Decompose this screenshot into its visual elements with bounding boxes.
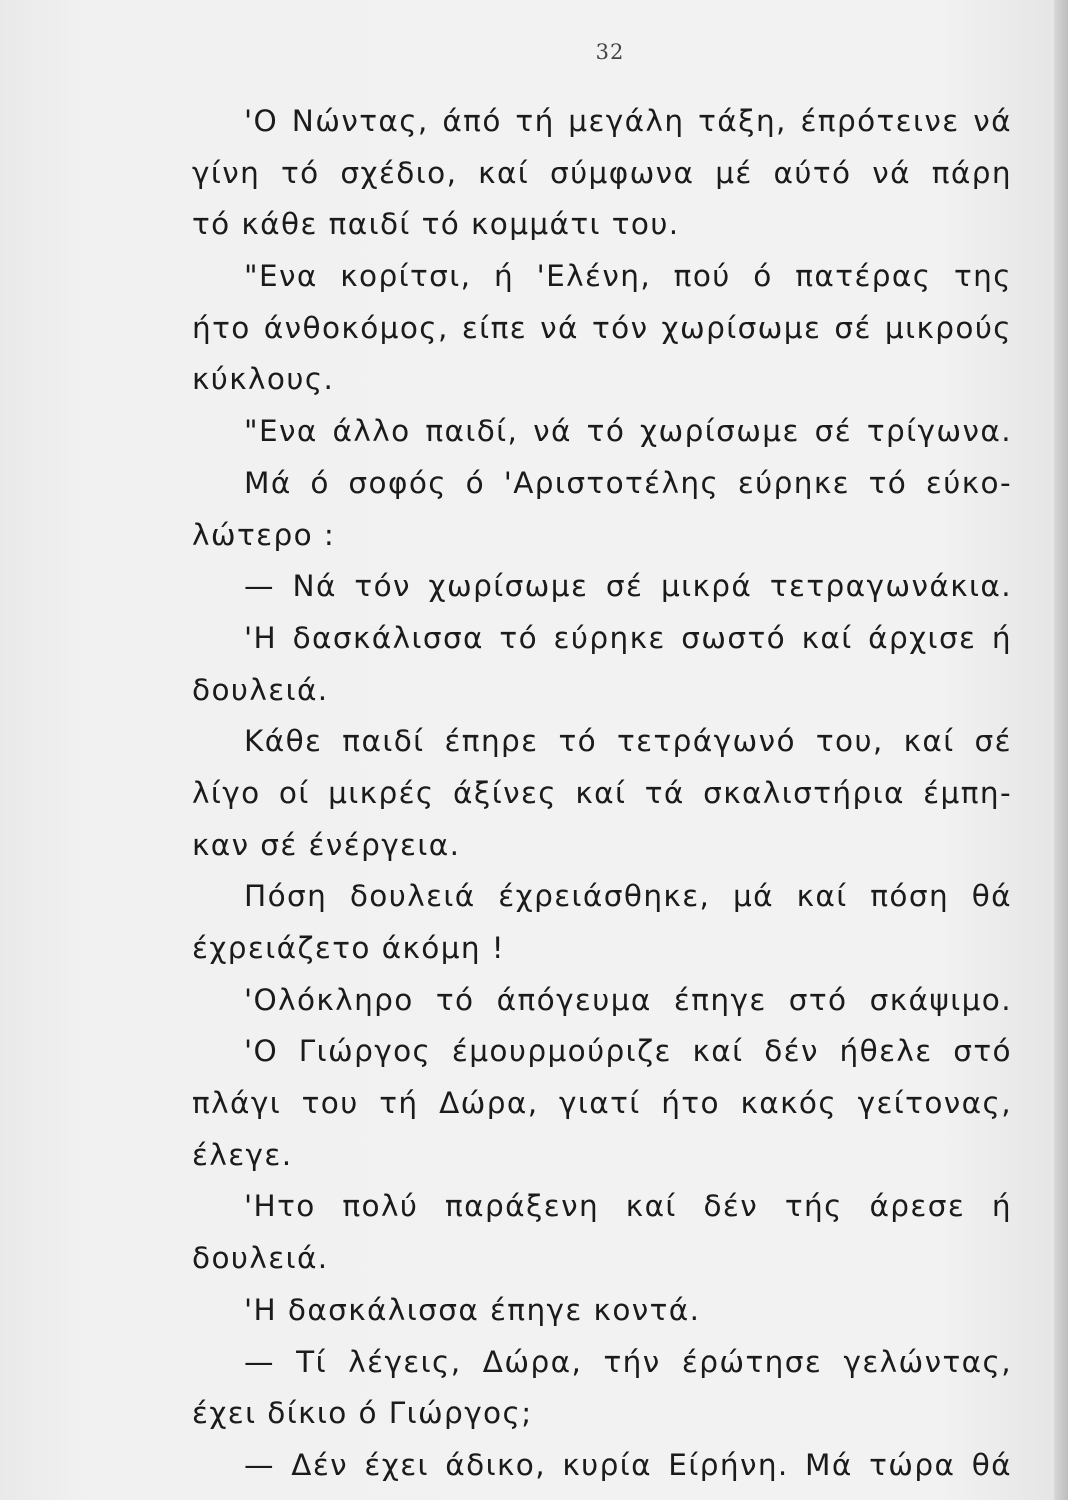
text-line: 'Ολόκληρο τό άπόγευμα έπηγε στό σκάψιμο. (244, 982, 1012, 1017)
text-line: Κάθε παιδί έπηρε τό τετράγωνό του, καί σέ (244, 724, 1012, 759)
text-line: πλάγι του τή Δώρα, γιατί ήτο κακός γείτονας, (192, 1086, 1012, 1121)
text-line: ήτο άνθοκόμος, είπε νά τόν χωρίσωμε σέ μικρούς (192, 310, 1012, 345)
text-line: λίγο οί μικρές άξίνες καί τά σκαλιστήρια έμπη- (192, 775, 1012, 810)
text-line: 'Η δασκάλισσα έπηγε κοντά. (244, 1292, 701, 1327)
text-line: λώτερο : (192, 517, 336, 552)
text-line: έχει δίκιο ό Γιώργος; (192, 1396, 533, 1431)
text-line: έλεγε. (192, 1137, 293, 1172)
text-line: — Τί λέγεις, Δώρα, τήν έρώτησε γελώντας, (244, 1344, 1012, 1379)
text-line: δουλειά. (192, 1241, 329, 1276)
text-line: κύκλους. (192, 362, 335, 397)
page-number: 32 (595, 40, 625, 64)
text-line: — Δέν έχει άδικο, κυρία Είρήνη. Μά τώρα θά (244, 1447, 1012, 1482)
text-line: γίνη τό σχέδιο, καί σύμφωνα μέ αύτό νά πάρη (192, 155, 1012, 190)
text-line: Πόση δουλειά έχρειάσθηκε, μά καί πόση θά (244, 879, 1012, 914)
text-line: τό κάθε παιδί τό κομμάτι του. (192, 207, 680, 242)
body-text (192, 96, 1012, 1492)
page-edge-shadow (1054, 0, 1068, 1500)
text-line: "Ενα κορίτσι, ή 'Ελένη, πού ό πατέρας της (244, 259, 1012, 294)
text-line: — Νά τόν χωρίσωμε σέ μικρά τετραγωνάκια. (244, 569, 1012, 604)
text-line: καν σέ ένέργεια. (192, 827, 461, 862)
text-line: Μά ό σοφός ό 'Αριστοτέλης εύρηκε τό εύκο- (244, 465, 1012, 500)
text-line: 'Ητο πολύ παράξενη καί δέν τής άρεσε ή (244, 1189, 1012, 1224)
text-line: δουλειά. (192, 672, 329, 707)
text-line: "Ενα άλλο παιδί, νά τό χωρίσωμε σέ τρίγωνα. (244, 414, 1012, 449)
text-line: 'Ο Γιώργος έμουρμούριζε καί δέν ήθελε στό (244, 1034, 1012, 1069)
text-line: 'Ο Νώντας, άπό τή μεγάλη τάξη, έπρότεινε νά (244, 104, 1012, 138)
text-line: έχρειάζετο άκόμη ! (192, 931, 506, 965)
text-line: 'Η δασκάλισσα τό εύρηκε σωστό καί άρχισε ή (244, 620, 1012, 655)
